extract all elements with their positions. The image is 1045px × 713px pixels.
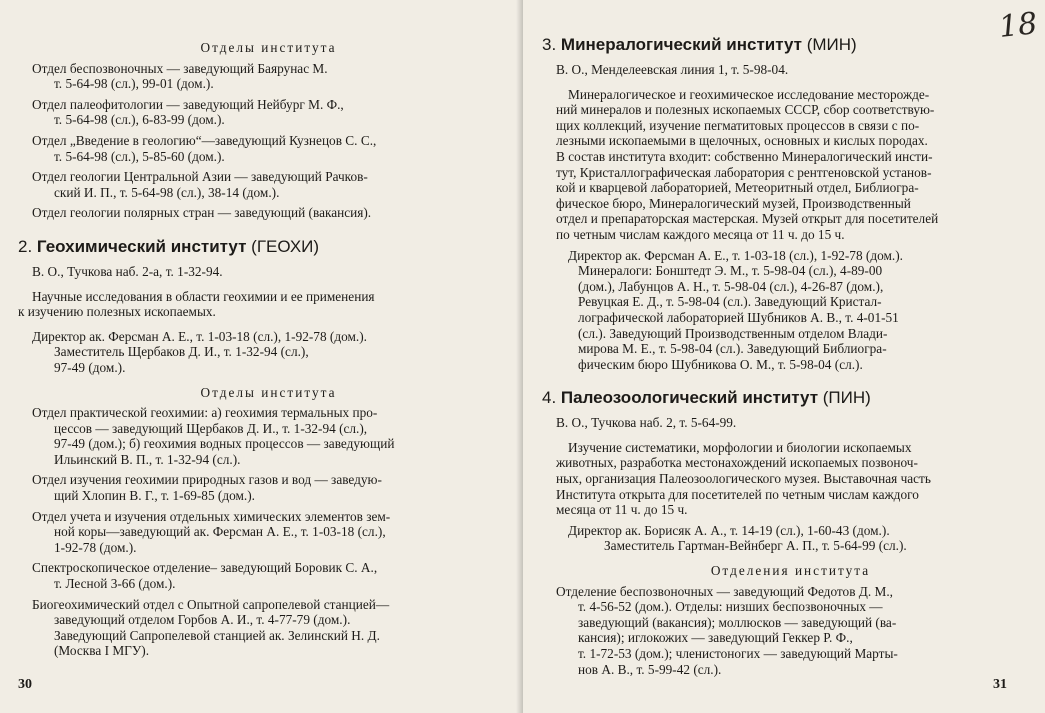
address: В. О., Менделеевская линия 1, т. 5-98-04. [556, 62, 789, 77]
department-entry: Отдел „Введение в геологию“—заведующий Кузнецов С. С., т. 5-64-98 (сл.), 5-85-60 (дом.). [32, 132, 377, 164]
section-title-geokhi: 2. Геохимический институт (ГЕОХИ) [18, 236, 320, 256]
department-entry: Отдел палеофитологии — заведующий Нейбург М. Ф., т. 5-64-98 (сл.), 6-83-99 (дом.). [32, 96, 344, 128]
staff-list: Директор ак. Ферсман А. Е., т. 1-03-18 (сл.), 1-92-78 (дом.). Заместитель Щербаков Д. И., т. 1-32-94 (сл.), 97-49 (дом.). [32, 328, 368, 375]
department-entry: Отдел беспозвоночных — заведующий Баярунас М. т. 5-64-98 (сл.), 99-01 (дом.). [32, 60, 328, 92]
handwritten-page-mark: 18 [997, 6, 1039, 45]
subsection-heading: Отделы института [200, 40, 337, 55]
department-entry: Отдел учета и изучения отдельных химических элементов зем- ной коры—заведующий ак. Ферсман А. Е., т. 1-03-18 (сл.), 1-92-78 (дом.). [32, 508, 391, 555]
department-entry: Отдел практической геохимии: а) геохимия термальных про- цессов — заведующий Щербаков Д. И., т. 1-32-94 (сл.), 97-49 (дом.); б) геохимия водных процессов — заведующий Ильинский В. П., т. 1-32-94 (сл.). [32, 405, 395, 467]
address: В. О., Тучкова наб. 2, т. 5-64-99. [556, 415, 737, 431]
page-number: 30 [18, 677, 32, 692]
department-entry: Отдел изучения геохимии природных газов и вод — заведую- щий Хлопин В. Г., т. 1-69-85 (дом.). [32, 472, 382, 504]
department-entry: Отдел геологии Центральной Азии — заведующий Рачков- ский И. П., т. 5-64-98 (сл.), 38-14 (дом.). [32, 169, 368, 200]
page-number: 31 [993, 677, 1007, 692]
department-entry: Отдел геологии полярных стран — заведующий (вакансия). [32, 205, 372, 221]
section-description: Изучение систематики, морфологии и биологии ископаемых животных, разработка местонахождений ископаемых позвоноч- ных, организация Палеозоологического музея. Выставочная часть Института открыта для посетителей по четным числам каждого месяца от 11 ч. до 15 ч. [556, 439, 931, 518]
staff-list: Директор ак. Борисяк А. А., т. 14-19 (сл.), 1-60-43 (дом.). Заместитель Гартман-Вейнберг А. П., т. 5-64-99 (сл.). [568, 522, 907, 554]
section-title-min: 3. Минералогический институт (МИН) [542, 35, 857, 54]
section-description: Минералогическое и геохимическое исследование месторожде- ний минералов и полезных ископаемых СССР, сбор соответствую- щих коллекций, изучение пегматитовых процессов в связи с по- лезными ископаемыми в щелочных, основных и кислых породах. В состав института входит: собственно Минералогический инсти- тут, Кристаллографическая лаборатория с рентгеновской установ- кой и кварцевой лабораторией, Метеоритный отдел, Библиогра- фическое бюро, Минералогический музей, Производственный отдел и препараторская мастерская. Музей открыт для посетителей по четным числам каждого месяца от 11 ч. до 15 ч. [556, 86, 939, 242]
section-description: Научные исследования в области геохимии и ее применения к изучению полезных ископаемых. [18, 288, 375, 320]
subsection-heading: Отделения института [710, 563, 871, 579]
department-entry: Спектроскопическое отделение– заведующий Боровик С. А., т. Лесной 3-66 (дом.). [32, 560, 378, 592]
section-title-pin: 4. Палеозоологический институт (ПИН) [542, 388, 871, 408]
right-page [523, 0, 1045, 713]
department-entry: Отделение беспозвоночных — заведующий Федотов Д. М., т. 4-56-52 (дом.). Отделы: низших беспозвоночных — заведующий (вакансия); моллюсков — заведующий (ва- кансия); иглокожих — заведующий Геккер Р. Ф., т. 1-72-53 (дом.); членистоногих — заведующий Марты- нов А. В., т. 5-99-42 (сл.). [556, 583, 898, 677]
staff-list: Директор ак. Ферсман А. Е., т. 1-03-18 (сл.), 1-92-78 (дом.). Минералоги: Бонштедт Э. М., т. 5-98-04 (сл.), 4-89-00 (дом.), Лабунцов А. Н., т. 5-98-04 (сл.), 4-26-87 (дом.), Ревуцкая Е. Д., т. 5-98-04 (сл.). Заведующий Кристал- лографической лабораторией Шубников А. В., т. 4-01-51 (сл.). Заведующий Производственным отделом Влади- мирова М. Е., т. 5-98-04 (сл.). Заведующий Библиогра- фическим бюро Шубникова О. М., т. 5-98-04 (сл.). [568, 247, 904, 372]
department-entry: Биогеохимический отдел с Опытной сапропелевой станцией— заведующий отделом Горбов А. И., т. 4-77-79 (дом.). Заведующий Сапропелевой станцией ак. Зелинский Н. Д. (Москва I МГУ). [32, 596, 390, 659]
address: В. О., Тучкова наб. 2-а, т. 1-32-94. [32, 263, 223, 279]
subsection-heading: Отделы института [200, 384, 337, 400]
